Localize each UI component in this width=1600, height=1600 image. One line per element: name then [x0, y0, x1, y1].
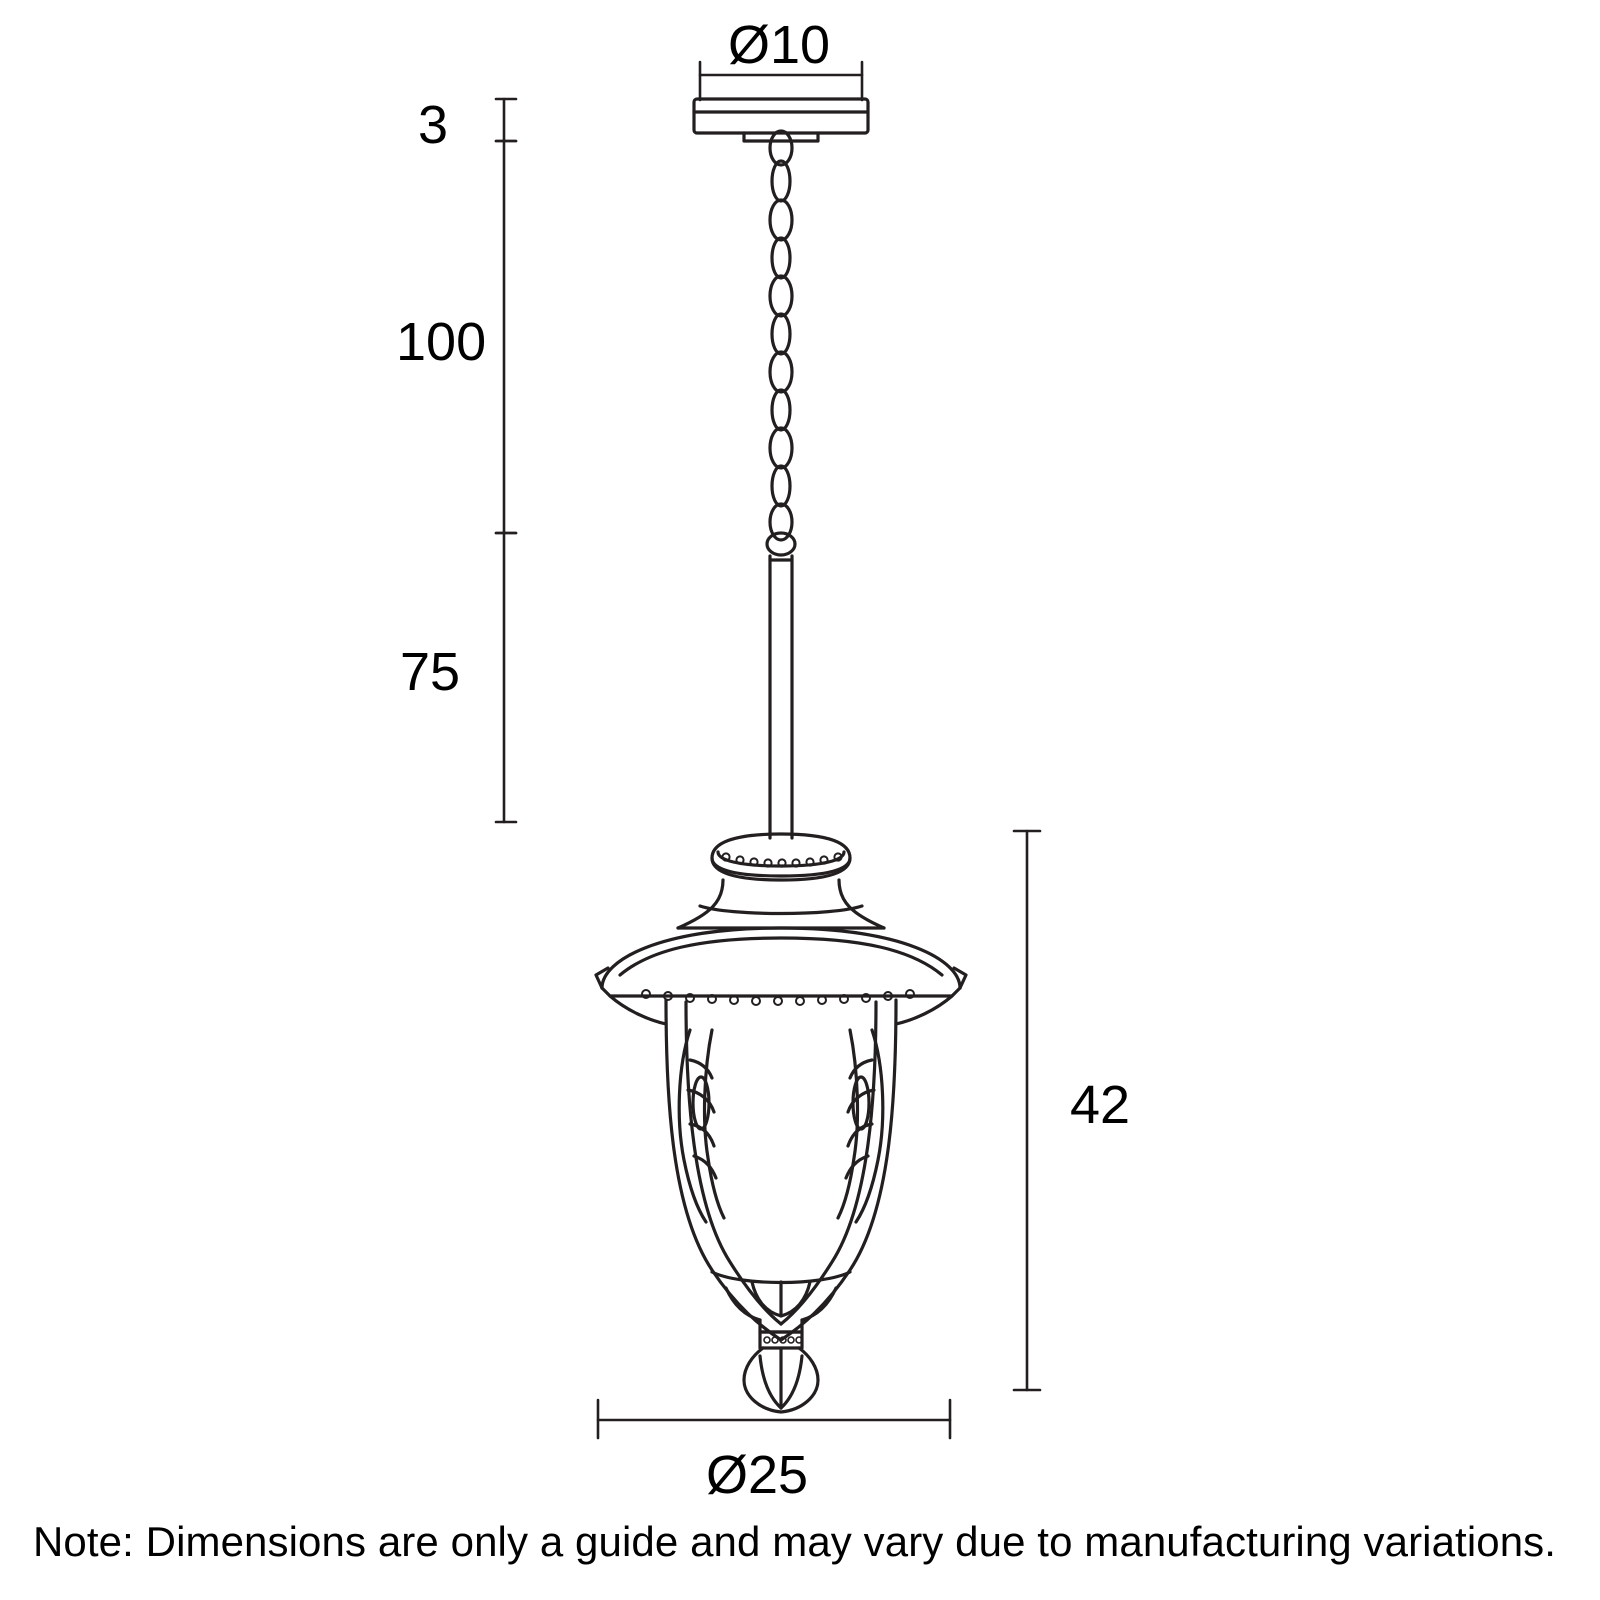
beaded-collar [712, 834, 850, 880]
dimension-label-fitting-height: 42 [1070, 1075, 1131, 1135]
dimension-label-rod-length: 75 [400, 642, 461, 702]
dimension-label-canopy-height: 3 [418, 95, 449, 155]
ceiling-canopy [694, 99, 868, 141]
dimension-label-bottom-diameter: Ø25 [706, 1445, 809, 1505]
dimension-vertical-stack [496, 99, 516, 822]
manufacturing-note: Note: Dimensions are only a guide and may vary due to manufacturing variations. [33, 1518, 1557, 1565]
lantern-neck [678, 880, 884, 928]
dimension-label-top-diameter: Ø10 [728, 15, 831, 75]
dimension-bottom-diameter [598, 1400, 950, 1438]
chain [770, 131, 792, 540]
lantern-roof [596, 928, 966, 996]
dimension-label-chain-length: 100 [396, 312, 487, 372]
dimension-fitting-height [1014, 831, 1040, 1390]
bottom-finial [744, 1320, 818, 1412]
suspension-rod [767, 533, 795, 838]
